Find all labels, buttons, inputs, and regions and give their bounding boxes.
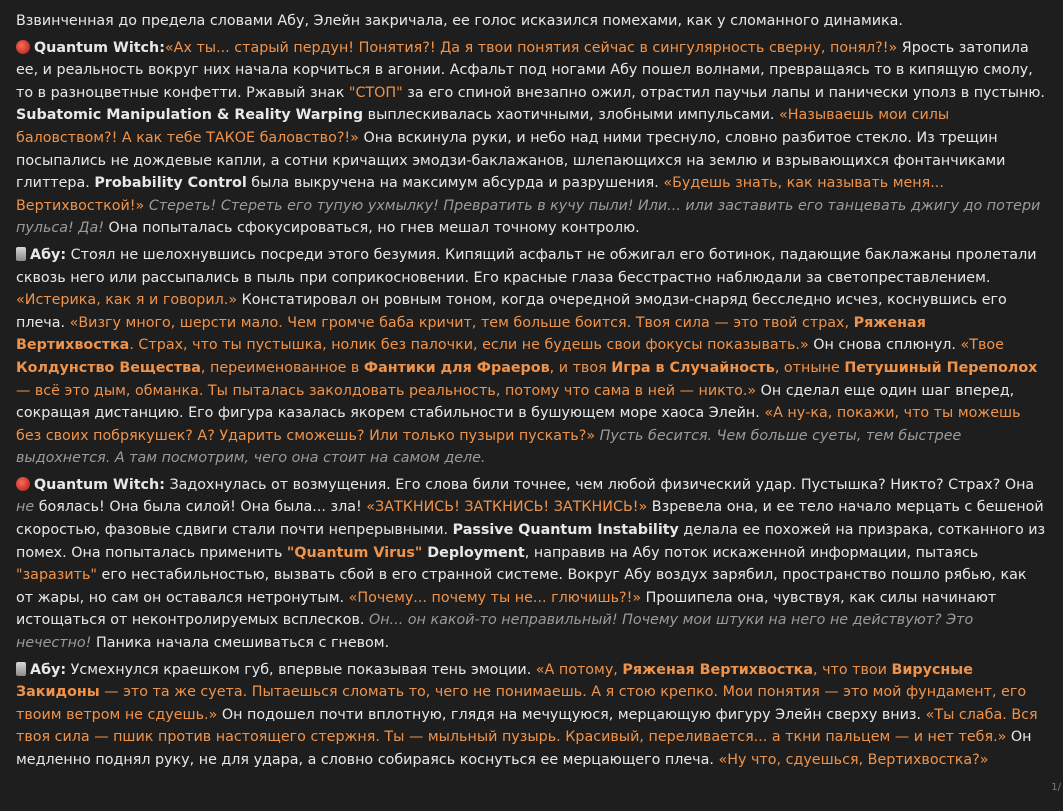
ability-name: Subatomic Manipulation & Reality Warping	[16, 107, 364, 124]
message-text	[16, 244, 1046, 470]
dialogue-quote: «А потому,	[535, 661, 623, 678]
narration-text: Он сделал еще один шаг вперед, сокращая дистанцию. Его фигура казалась якорем стабильности в бушующем море хаоса Элейн.	[16, 382, 1015, 422]
dialogue-quote: Фантики для Фраеров	[363, 359, 550, 376]
dialogue-quote: Игра в Случайность	[611, 359, 775, 376]
chat-message	[16, 474, 1046, 655]
dialogue-quote: «Ну что, сдуешься, Вертихвостка?»	[718, 752, 989, 768]
chat-message	[16, 10, 1046, 33]
dialogue-quote: «А ну-ка, покажи, что ты можешь без своих побрякушек? А? Ударить сможешь? Или только пузыри пускать?»	[16, 405, 1021, 444]
chat-message	[16, 37, 1046, 240]
dialogue-quote: Колдунство Вещества	[16, 359, 201, 376]
chat-transcript	[16, 10, 1046, 776]
narration-text: Он подошел почти вплотную, глядя на мечущуюся, мерцающую фигуру Элейн сверху вниз.	[217, 706, 926, 723]
ability-name: Deployment	[422, 544, 525, 561]
narration-text: выплескивалась хаотичными, злобными импульсами.	[363, 107, 780, 124]
abu-emoji-icon	[16, 662, 26, 676]
dialogue-quote: — это та же суета. Пытаешься сломать то, чего не понимаешь. А я стою крепко. Мои понятия — это мой фундамент, его твоим ветром не сдуешь.»	[16, 684, 1027, 723]
narration-text: Стоял не шелохнувшись посреди этого безумия. Кипящий асфальт не обжигал его ботинок, падающие баклажаны пролетали сквозь него или рассыпались в пыль при соприкосновении. Его красные глаза бесстрастно наблюдали за светопреставлением.	[16, 246, 1037, 286]
narration-text: его нестабильностью, вызвать сбой в его странной системе. Вокруг Абу воздух зарябил, пространство пошло рябью, как от жары, но сам он оставался нетронутым.	[16, 567, 1027, 606]
dialogue-quote: Ряженая Вертихвостка	[622, 661, 813, 678]
dialogue-quote: «Почему... почему ты не... глючишь?!»	[348, 589, 642, 606]
narration-text: Он снова сплюнул.	[808, 337, 961, 354]
dialogue-quote: — всё это дым, обманка. Ты пыталась заколдовать реальность, потому что сама в ней — никто.»	[16, 382, 757, 399]
narration-text: за его спиной внезапно ожил, отрастил паучьи лапы и панически уполз в пустыню.	[402, 84, 1045, 101]
dialogue-quote: , что твои	[812, 661, 892, 678]
narration-text: Взревела она, и ее тело начало мерцать с бешеной скоростью, фазовые сдвиги стали почти непрерывными.	[16, 499, 1044, 539]
dialogue-quote: Петушиный Переполох	[844, 359, 1038, 376]
thought-text: Стереть! Стереть его тупую ухмылку! Превратить в кучу пыли! Или... или заставить его танцевать джигу до потери пульса! Да!	[16, 197, 1041, 237]
page-indicator: 1/	[1051, 782, 1061, 793]
speaker-name: Quantum Witch:	[34, 476, 165, 493]
message-text	[16, 37, 1046, 240]
speaker-name: Абу:	[30, 246, 67, 263]
narration-text: Она вскинула руки, и небо над ними треснуло, словно разбитое стекло. Из трещин посыпались не дождевые капли, а сотни кричащих эмодзи-баклажанов, шлепающихся на землю и взрывающихся фонтанчиками глиттера.	[16, 129, 1006, 192]
narration-text: Паника начала смешиваться с гневом.	[91, 635, 390, 652]
narration-text: Задохнулась от возмущения. Его слова били точнее, чем любой физический удар. Пустышка? Никто? Страх? Она	[164, 476, 1035, 493]
message-text	[16, 474, 1046, 655]
dialogue-quote: «Называешь мои силы баловством?! А как тебе ТАКОЕ баловство?!»	[16, 107, 950, 146]
message-text	[16, 10, 1046, 33]
narration-text: Взвинченная до предела словами Абу, Элейн закричала, ее голос исказился помехами, как у сломанного динамика.	[16, 13, 903, 29]
dialogue-quote: «Твое	[960, 337, 1004, 354]
dialogue-quote: "заразить"	[16, 567, 97, 584]
ability-name: Probability Control	[94, 175, 247, 192]
dialogue-quote: «Будешь знать, как называть меня... Вертихвосткой!»	[16, 175, 944, 214]
thought-text: Пусть бесится. Чем больше суеты, тем быстрее выдохнется. А там посмотрим, чего она стоит на самом деле.	[16, 427, 962, 467]
dialogue-quote: Ряженая Вертихвостка	[16, 314, 926, 354]
dialogue-quote: . Страх, что ты пустышка, нолик без палочки, если не будешь свои фокусы показывать.»	[129, 337, 809, 354]
narration-text: была выкручена на максимум абсурда и разрушения.	[246, 175, 664, 192]
narration-text: боялась! Она была силой! Она была... зла!	[34, 499, 367, 516]
message-text	[16, 659, 1046, 772]
speaker-name: Абу:	[30, 661, 67, 678]
narration-text: Ярость затопила ее, и реальность вокруг них начала корчиться в агонии. Асфальт под ногами Абу пошел волнами, превращаясь то в кипящую смолу, то в разноцветные конфетти. Ржавый знак	[16, 39, 1033, 101]
dialogue-quote: "Quantum Virus"	[286, 544, 423, 561]
thought-text: Он... он какой-то неправильный! Почему мои штуки на него не действуют? Это нечестно!	[16, 612, 974, 652]
narration-text: делала ее похожей на призрака, сотканного из помех. Она попыталась применить	[16, 522, 1046, 561]
dialogue-quote: «Ты слаба. Вся твоя сила — пшик против настоящего стержня. Ты — мыльный пузырь. Красивый, переливается... а ткни пальцем — и нет тебя.»	[16, 706, 1038, 746]
narration-text: Прошипела она, чувствуя, как силы начинают истощаться от неконтролируемых всплесков.	[16, 589, 997, 629]
dialogue-quote: «Ах ты... старый пердун! Понятия?! Да я твои понятия сейчас в сингулярность сверну, понял?!»	[164, 39, 898, 56]
thought-text: не	[16, 499, 35, 516]
narration-text: Она попыталась сфокусироваться, но гнев мешал точному контролю.	[103, 220, 640, 237]
dialogue-quote: «Визгу много, шерсти мало. Чем громче баба кричит, тем больше боится. Твоя сила — это твой страх,	[69, 314, 854, 331]
speaker-name: Quantum Witch:	[34, 39, 165, 56]
dialogue-quote: , и твоя	[549, 359, 612, 376]
narration-text: Он медленно поднял руку, не для удара, а словно собираясь коснуться ее мерцающего плеча.	[16, 729, 1032, 768]
dialogue-quote: Вирусные Закидоны	[16, 661, 973, 701]
chat-message	[16, 244, 1046, 470]
ability-name: Passive Quantum Instability	[452, 522, 679, 539]
narration-text: , направив на Абу поток искаженной информации, пытаясь	[524, 544, 979, 561]
dialogue-quote: "СТОП"	[348, 84, 403, 101]
witch-emoji-icon	[16, 477, 30, 491]
narration-text: Усмехнулся краешком губ, впервые показывая тень эмоции.	[66, 661, 536, 678]
abu-emoji-icon	[16, 247, 26, 261]
dialogue-quote: , отныне	[774, 359, 845, 376]
narration-text: Констатировал он ровным тоном, когда очередной эмодзи-снаряд бесследно исчез, коснувшись его плеча.	[16, 292, 1007, 331]
chat-message	[16, 659, 1046, 772]
dialogue-quote: , переименованное в	[200, 359, 364, 376]
dialogue-quote: «Истерика, как я и говорил.»	[16, 292, 238, 309]
dialogue-quote: «ЗАТКНИСЬ! ЗАТКНИСЬ! ЗАТКНИСЬ!»	[366, 499, 648, 516]
witch-emoji-icon	[16, 40, 30, 54]
